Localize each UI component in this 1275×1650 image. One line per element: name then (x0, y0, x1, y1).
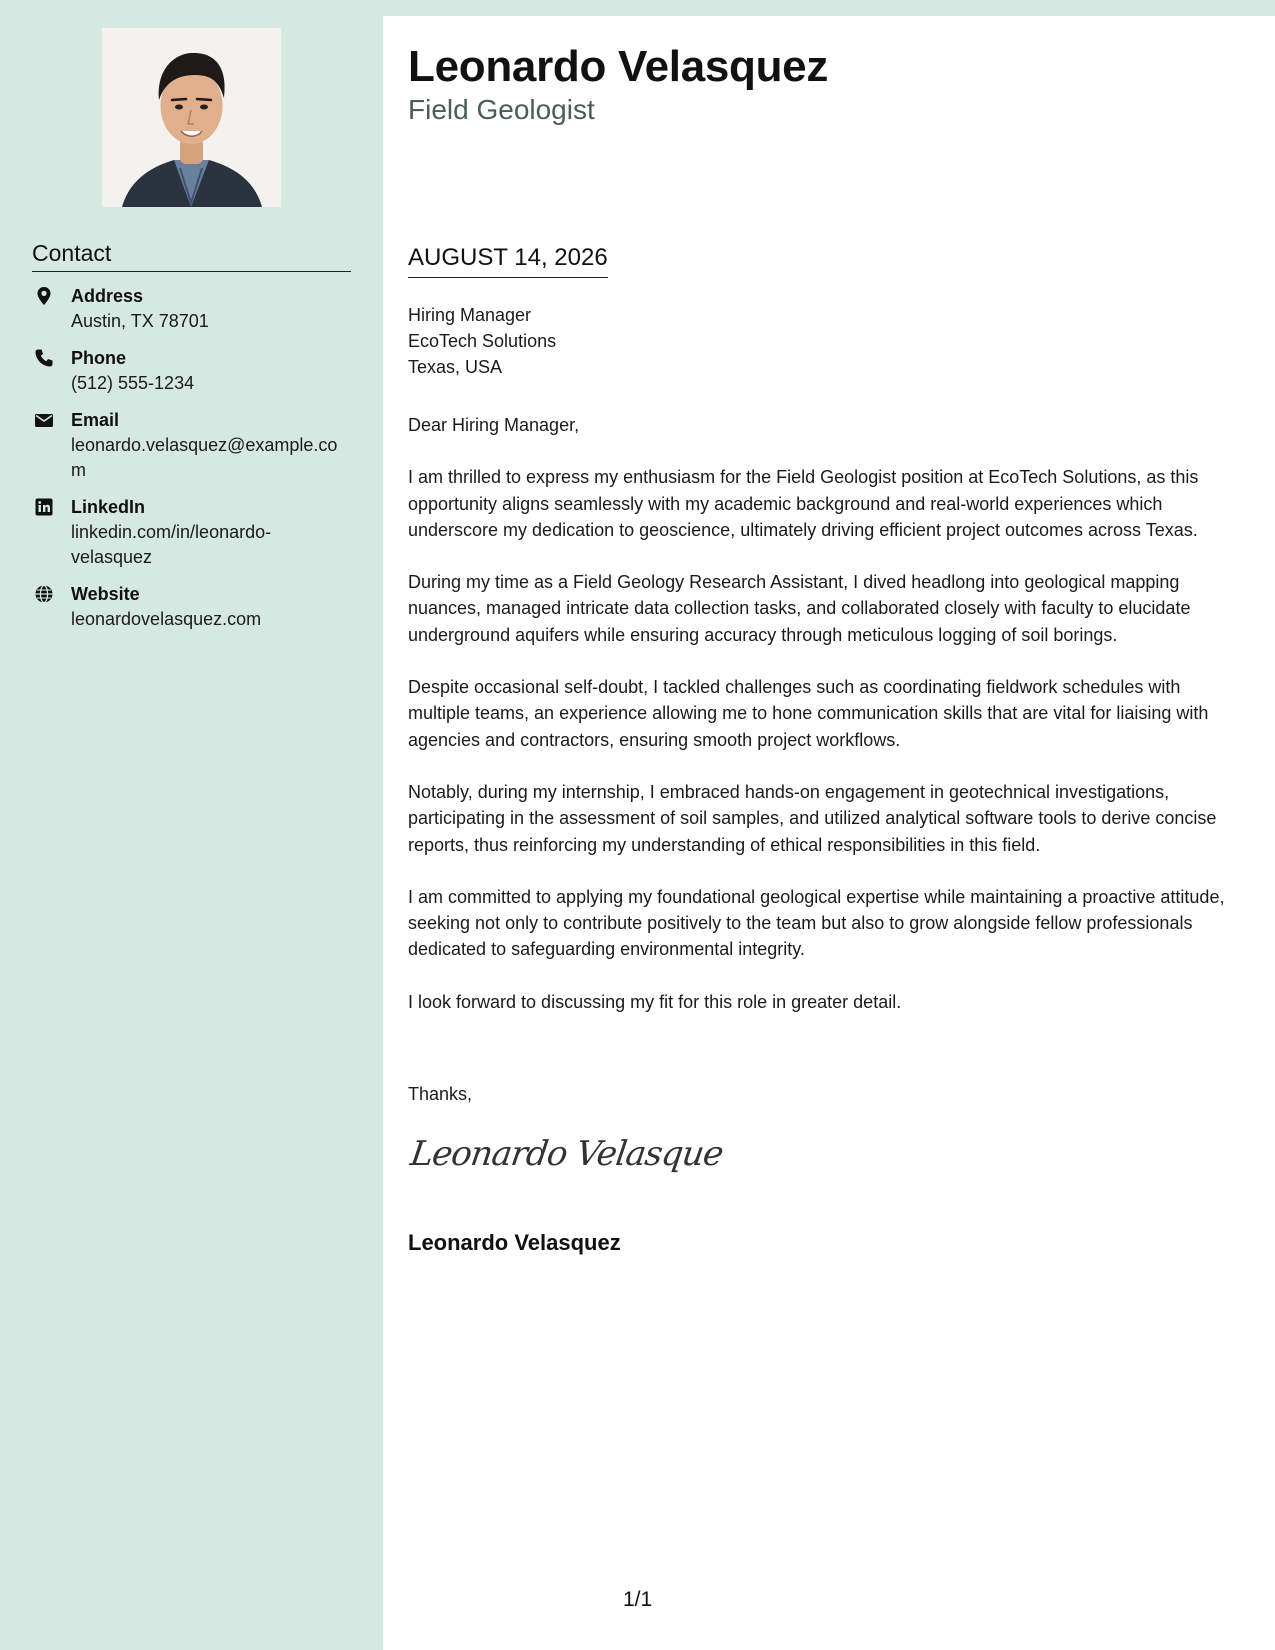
letter-body (408, 412, 1243, 1041)
address-value: Austin, TX 78701 (71, 311, 209, 331)
recipient-line: Hiring Manager (408, 305, 532, 325)
phone-value[interactable]: (512) 555-1234 (71, 373, 195, 393)
location-pin-icon (34, 286, 54, 306)
linkedin-icon (34, 497, 54, 517)
globe-icon (34, 584, 54, 604)
applicant-name: Leonardo Velasquez (408, 42, 829, 91)
body-paragraph: During my time as a Field Geology Research Assistant, I dived headlong into geological mapping nuances, managed intricate data collection tasks, and collaborated closely with faculty to elucidate underground aquifers while ensuring accuracy through meticulous logging of soil borings. (408, 572, 1191, 645)
signature: Leonardo Velasque (408, 1134, 726, 1174)
contact-list (32, 284, 352, 644)
letter-date: AUGUST 14, 2026 (408, 244, 608, 278)
letter-page (383, 16, 1275, 1650)
body-paragraph: Despite occasional self-doubt, I tackled challenges such as coordinating fieldwork schedules with multiple teams, an experience allowing me to hone communication skills that are vital for liaising with agencies and contractors, ensuring smooth project workflows. (408, 677, 1209, 750)
contact-label: Website (71, 584, 140, 604)
contact-item-website (32, 582, 352, 632)
contact-item-phone (32, 346, 352, 396)
recipient-line: Texas, USA (408, 357, 503, 377)
recipient-line: EcoTech Solutions (408, 331, 557, 351)
contact-label: LinkedIn (71, 497, 146, 517)
contact-label: Address (71, 286, 144, 306)
closing: Thanks, (408, 1084, 473, 1104)
contact-item-email (32, 408, 352, 483)
envelope-icon (34, 410, 54, 430)
body-paragraph: I am committed to applying my foundational geological expertise while maintaining a proactive attitude, seeking not only to contribute positively to the team but also to grow alongside fellow professionals dedicated to safeguarding environmental integrity. (408, 886, 1225, 960)
job-title: Field Geologist (408, 94, 595, 125)
contact-label: Email (71, 410, 120, 430)
contact-item-address (32, 284, 352, 334)
sidebar (0, 0, 383, 1650)
salutation: Dear Hiring Manager, (408, 415, 580, 435)
recipient-block (408, 302, 556, 380)
phone-icon (34, 348, 54, 368)
body-paragraph: Notably, during my internship, I embraced hands-on engagement in geotechnical investigations, participating in the assessment of soil samples, and utilized analytical software tools to derive concise reports, thus reinforcing my understanding of ethical responsibilities in this field. (408, 781, 1217, 855)
contact-label: Phone (71, 348, 127, 368)
email-value[interactable]: leonardo.velasquez@example.com (71, 435, 338, 480)
website-value[interactable]: leonardovelasquez.com (71, 609, 262, 629)
avatar (102, 28, 281, 207)
linkedin-value[interactable]: linkedin.com/in/leonardo- velasquez (71, 522, 272, 567)
body-paragraph: I look forward to discussing my fit for this role in greater detail. (408, 991, 902, 1012)
signed-name: Leonardo Velasquez (408, 1230, 621, 1255)
body-paragraph: I am thrilled to express my enthusiasm for the Field Geologist position at EcoTech Solutions, as this opportunity aligns seamlessly with my academic background and real-world experiences which underscore my dedication to geoscience, ultimately driving efficient project outcomes across Texas. (408, 467, 1199, 540)
page-number: 1/1 (623, 1588, 653, 1611)
contact-item-linkedin (32, 495, 352, 570)
avatar-photo (102, 28, 281, 207)
contact-heading: Contact (32, 240, 351, 272)
